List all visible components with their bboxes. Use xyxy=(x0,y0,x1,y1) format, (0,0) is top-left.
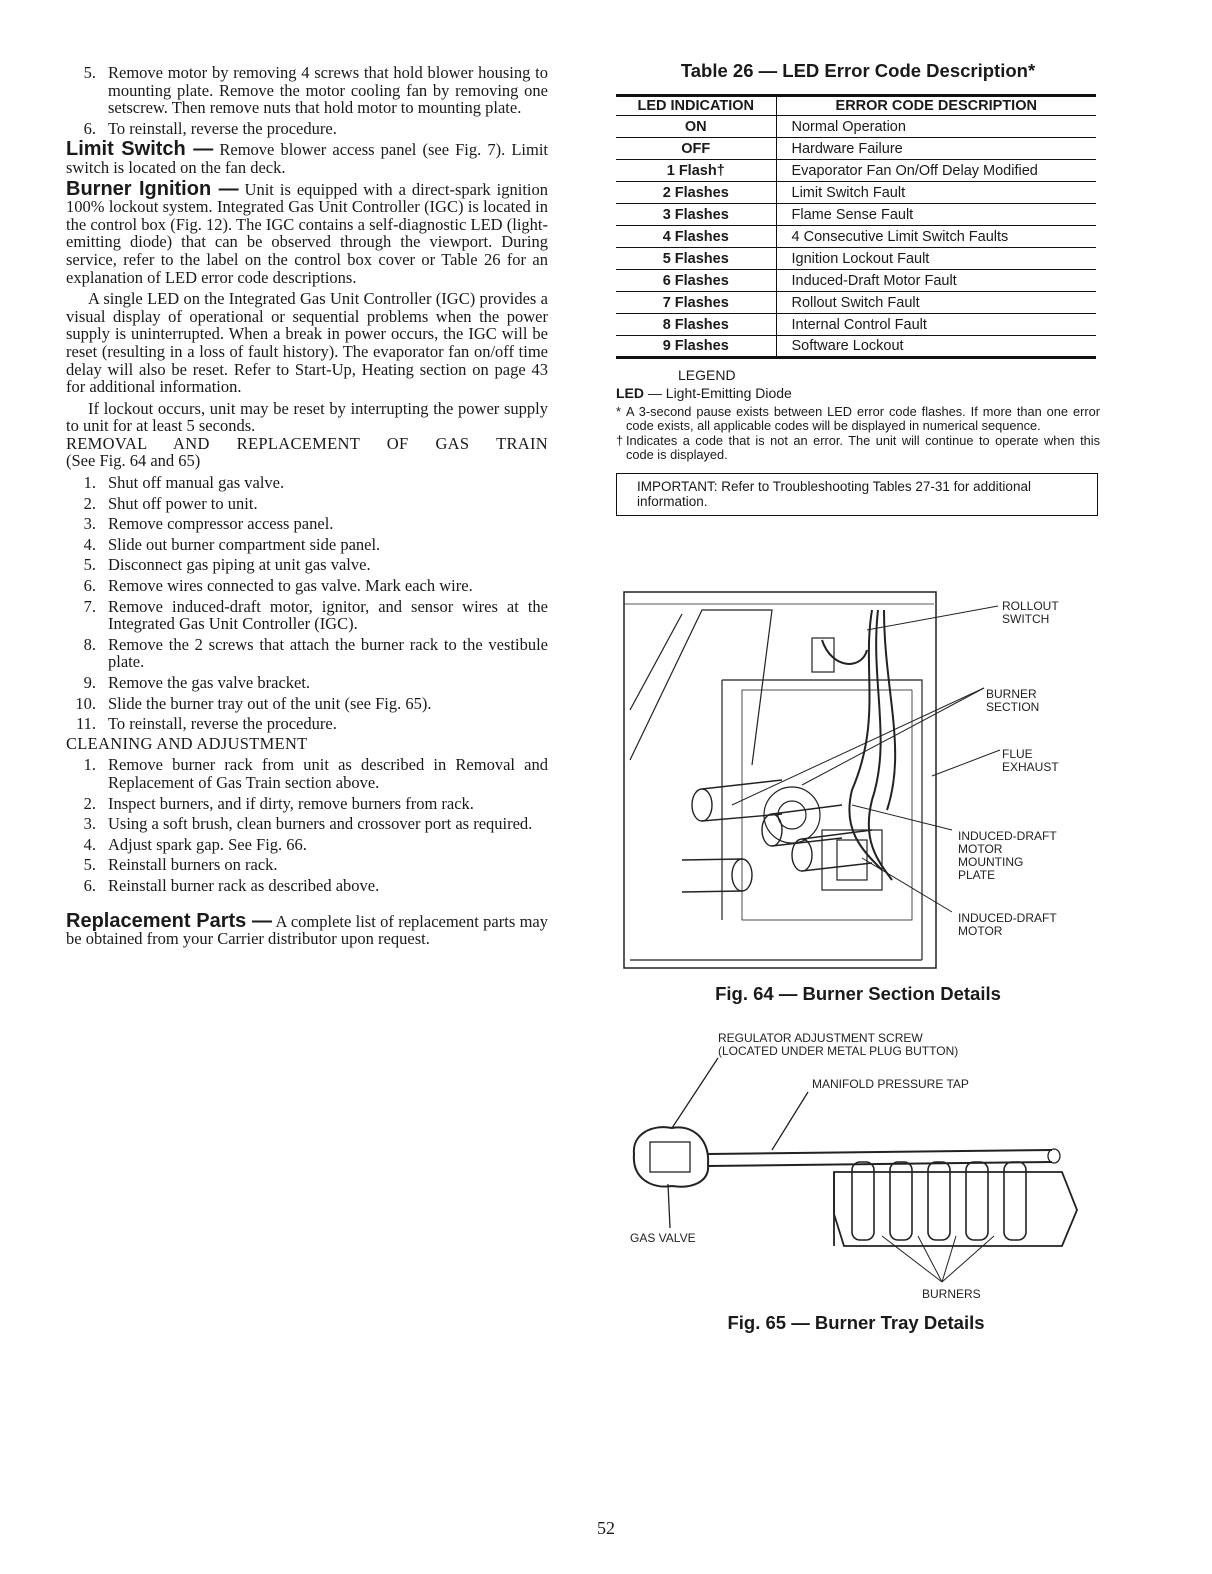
led-indication-cell: 1 Flash† xyxy=(616,160,776,182)
list-item: 7. Remove induced-draft motor, ignitor, and sensor wires at the Integrated Gas Unit Controller (IGC). xyxy=(83,596,548,634)
burner-ignition-para3: If lockout occurs, unit may be reset by interrupting the power supply to unit for at least 5 seconds. xyxy=(66,398,548,436)
list-item: 3. Using a soft brush, clean burners and crossover port as required. xyxy=(83,814,533,834)
label-flue: FLUE xyxy=(1002,747,1033,761)
replacement-parts-text: A complete list of replacement parts may be obtained from your Carrier distributor upon request. xyxy=(66,911,548,949)
list-item: 5. Disconnect gas piping at unit gas valve. xyxy=(83,555,371,575)
list-item: 10. Slide the burner tray out of the unit (see Fig. 65). xyxy=(75,693,432,713)
label-burner-2: SECTION xyxy=(986,700,1040,714)
motor-steps xyxy=(66,64,548,137)
label-rollout: ROLLOUT xyxy=(1002,599,1059,613)
led-indication-cell: ON xyxy=(616,116,776,138)
list-item: 6. Remove wires connected to gas valve. Mark each wire. xyxy=(83,576,473,596)
limit-switch-heading: Limit Switch — xyxy=(66,138,214,161)
label-gas-valve: GAS VALVE xyxy=(630,1231,696,1245)
footnote-pause: * A 3-second pause exists between LED error code flashes. If more than one error code exists, all applicable codes will be displayed in numerical sequence. xyxy=(616,404,1100,433)
legend-title: LEGEND xyxy=(678,367,736,383)
led-indication-cell: 3 Flashes xyxy=(616,204,776,226)
led-indication-cell: 8 Flashes xyxy=(616,314,776,336)
label-rollout-2: SWITCH xyxy=(1002,612,1050,626)
list-item: 8. Remove the 2 screws that attach the burner rack to the vestibule plate. xyxy=(83,634,548,672)
table-row xyxy=(616,314,1096,336)
burner-ignition-text: Unit is equipped with a direct-spark ignition 100% lockout system. Integrated Gas Unit Controller (IGC) is located in the control box (Fig. 12). The IGC contains a self-diagnostic LED (light-emitting diode) that can be observed through the viewport. During service, refer to the label on the control box cover or Table 26 for an explanation of LED error code descriptions. xyxy=(66,179,548,287)
burner-section-illustration xyxy=(622,590,1094,970)
removal-subtitle: (See Fig. 64 and 65) xyxy=(66,451,201,471)
led-indication-cell: OFF xyxy=(616,138,776,160)
label-plate-4: PLATE xyxy=(958,868,996,882)
label-burners: BURNERS xyxy=(922,1287,981,1301)
replacement-parts-section xyxy=(66,909,548,949)
error-description-cell: Induced-Draft Motor Fault xyxy=(776,270,1096,292)
table-header-row xyxy=(616,96,1096,116)
list-item: 1. Remove burner rack from unit as described in Removal and Replacement of Gas Train section above. xyxy=(83,755,548,792)
important-note: IMPORTANT: Refer to Troubleshooting Tables 27-31 for additional information. xyxy=(616,473,1098,516)
led-indication-cell: 5 Flashes xyxy=(616,248,776,270)
list-item: 9. Remove the gas valve bracket. xyxy=(83,673,311,692)
removal-steps xyxy=(66,474,548,733)
column-header: LED INDICATION xyxy=(616,96,776,116)
list-item: 5. Remove motor by removing 4 screws that hold blower housing to mounting plate. Remove the motor cooling fan by removing one setscrew. Then remove nuts that hold motor to mounting plate. xyxy=(83,63,548,118)
table-row xyxy=(616,270,1096,292)
column-header: ERROR CODE DESCRIPTION xyxy=(776,96,1096,116)
error-description-cell: Software Lockout xyxy=(791,338,904,354)
table-row xyxy=(616,248,1096,270)
table-row xyxy=(616,116,1096,138)
list-item: 1. Shut off manual gas valve. xyxy=(83,473,285,493)
list-item: 2. Inspect burners, and if dirty, remove burners from rack. xyxy=(83,793,474,813)
limit-switch-text: Remove blower access panel (see Fig. 7). Limit switch is located on the fan deck. xyxy=(66,140,549,177)
label-regulator-2: (LOCATED UNDER METAL PLUG BUTTON) xyxy=(718,1044,959,1058)
fig65-caption: Fig. 65 — Burner Tray Details xyxy=(727,1312,985,1333)
footnote-flash: † Indicates a code that is not an error. The unit will continue to operate when this code is displayed. xyxy=(616,433,1100,462)
label-motor: INDUCED-DRAFT xyxy=(958,911,1057,925)
error-description-cell: Ignition Lockout Fault xyxy=(776,248,1096,270)
error-description-cell: Rollout Switch Fault xyxy=(776,292,1096,314)
led-indication-cell: 2 Flashes xyxy=(616,182,776,204)
error-description-cell: Normal Operation xyxy=(776,116,1096,138)
list-item: 3. Remove compressor access panel. xyxy=(83,514,334,534)
cleaning-steps xyxy=(66,756,548,894)
led-indication-cell: 4 Flashes xyxy=(616,226,776,248)
led-indication-cell: 7 Flashes xyxy=(616,292,776,314)
table-row xyxy=(616,292,1096,314)
replacement-parts-heading: Replacement Parts — xyxy=(66,909,273,932)
legend-entry: LED — Light-Emitting Diode xyxy=(616,385,792,401)
error-description-cell: Flame Sense Fault xyxy=(776,204,1096,226)
table-row xyxy=(616,182,1096,204)
fig64-caption: Fig. 64 — Burner Section Details xyxy=(715,983,1001,1004)
label-manifold: MANIFOLD PRESSURE TAP xyxy=(812,1077,969,1091)
burner-ignition-heading: Burner Ignition — xyxy=(66,177,239,200)
list-item: 4. Adjust spark gap. See Fig. 66. xyxy=(83,834,307,854)
table-title: Table 26 — LED Error Code Description* xyxy=(680,60,1036,81)
table-row xyxy=(616,204,1096,226)
limit-switch-section xyxy=(66,138,549,177)
led-error-table xyxy=(616,94,1096,359)
list-item: 5. Reinstall burners on rack. xyxy=(83,855,278,875)
label-regulator: REGULATOR ADJUSTMENT SCREW xyxy=(718,1031,923,1045)
table-row xyxy=(616,160,1096,182)
left-column xyxy=(66,64,548,948)
removal-title: REMOVAL AND REPLACEMENT OF GAS TRAIN xyxy=(66,433,548,453)
led-indication-cell: 9 Flashes xyxy=(616,336,776,358)
error-description-cell: 4 Consecutive Limit Switch Faults xyxy=(776,226,1096,248)
table-row xyxy=(616,138,1096,160)
error-description-cell: Internal Control Fault xyxy=(776,314,1096,336)
error-description-cell: Limit Switch Fault xyxy=(776,182,1096,204)
error-description-cell: Evaporator Fan On/Off Delay Modified xyxy=(776,160,1096,182)
table-row xyxy=(616,336,1096,358)
list-item: 6. Reinstall burner rack as described above. xyxy=(83,875,380,895)
cleaning-title: CLEANING AND ADJUSTMENT xyxy=(66,733,308,753)
label-plate-3: MOUNTING xyxy=(958,855,1024,869)
list-item: 2. Shut off power to unit. xyxy=(83,493,258,513)
fig65-burner-tray xyxy=(622,1024,1092,1304)
label-plate: INDUCED-DRAFT xyxy=(958,829,1057,843)
error-description-cell: Hardware Failure xyxy=(776,138,1096,160)
label-plate-2: MOTOR xyxy=(958,842,1003,856)
label-motor-2: MOTOR xyxy=(958,924,1003,938)
list-item: 6. To reinstall, reverse the procedure. xyxy=(83,118,337,138)
label-burner: BURNER xyxy=(986,687,1037,701)
table-row xyxy=(616,226,1096,248)
led-indication-cell: 6 Flashes xyxy=(616,270,776,292)
fig64-burner-section xyxy=(622,590,1094,970)
burner-tray-illustration xyxy=(622,1024,1092,1304)
burner-ignition-section xyxy=(66,177,548,287)
page-number: 52 xyxy=(597,1518,615,1538)
label-flue-2: EXHAUST xyxy=(1002,760,1059,774)
right-column xyxy=(616,60,1100,516)
list-item: 11. To reinstall, reverse the procedure. xyxy=(75,714,337,734)
list-item: 4. Slide out burner compartment side panel. xyxy=(83,534,381,554)
burner-ignition-para2: A single LED on the Integrated Gas Unit Controller (IGC) provides a visual display of operational or sequential problems when the power supply is uninterrupted. When a break in power occurs, the IGC will be reset (resulting in a loss of fault history). The evaporator fan on/off time delay will also be reset. Refer to Start-Up, Heating section on page 43 for additional information. xyxy=(66,289,548,397)
